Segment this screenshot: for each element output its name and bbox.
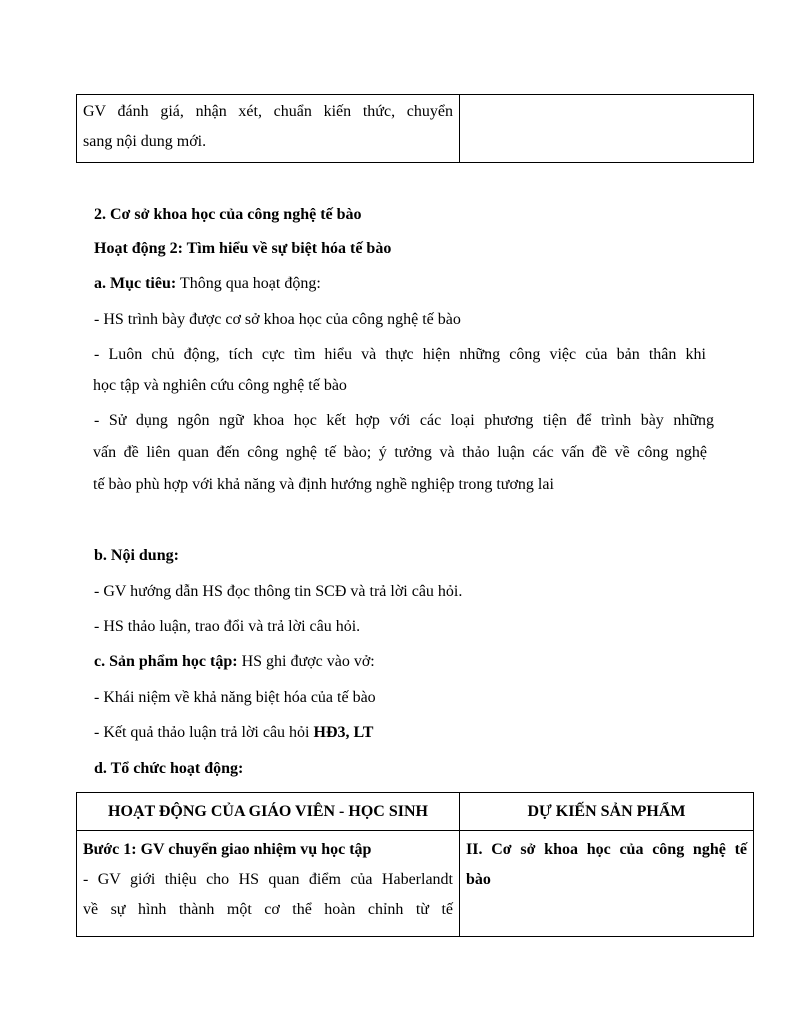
product-label: c. Sản phẩm học tập: — [94, 653, 238, 670]
content-label: b. Nội dung: — [94, 547, 179, 564]
activity-cell-right — [460, 831, 754, 937]
content-item: - GV hướng dẫn HS đọc thông tin SCĐ và trả lời câu hỏi. — [94, 583, 463, 600]
product-line — [94, 651, 375, 673]
objective-item: - HS trình bày được cơ sở khoa học của công nghệ tế bào — [94, 311, 461, 328]
table1-line-1: GV đánh giá, nhận xét, chuẩn kiến thức, chuyển — [83, 103, 453, 120]
objective-item: học tập và nghiên cứu công nghệ tế bào — [93, 377, 347, 394]
step-1-line: về sự hình thành một cơ thể hoàn chỉnh từ tế — [83, 901, 453, 918]
content-item: - HS thảo luận, trao đổi và trả lời câu hỏi. — [94, 618, 361, 635]
header-teacher-student: HOẠT ĐỘNG CỦA GIÁO VIÊN - HỌC SINH — [77, 793, 460, 831]
objective-text: Thông qua hoạt động: — [176, 275, 321, 292]
objective-item: - Sử dụng ngôn ngữ khoa học kết hợp với các loại phương tiện để trình bày những — [94, 412, 714, 429]
header-expected-product: DỰ KIẾN SẢN PHẨM — [460, 793, 754, 831]
activity-table — [76, 792, 754, 937]
step-1-title: Bước 1: GV chuyển giao nhiệm vụ học tập — [83, 841, 372, 858]
product-item-bold: HĐ3, LT — [313, 724, 374, 741]
product-text: HS ghi được vào vở: — [237, 653, 375, 670]
table1-left-cell — [77, 95, 460, 163]
table1-right-cell — [460, 95, 754, 163]
section-heading: 2. Cơ sở khoa học của công nghệ tế bào — [94, 206, 362, 223]
activity-cell-left — [77, 831, 460, 937]
objective-line — [94, 273, 321, 295]
continued-table — [76, 94, 754, 163]
product-item-last: - Kết quả thảo luận trả lời câu hỏi HĐ3, LT — [94, 724, 374, 741]
organization-label: d. Tổ chức hoạt động: — [94, 760, 244, 777]
product-heading-line: II. Cơ sở khoa học của công nghệ tế — [466, 841, 747, 858]
table1-line-2: sang nội dung mới. — [83, 133, 207, 150]
objective-item: - Luôn chủ động, tích cực tìm hiểu và thực hiện những công việc của bản thân khi — [94, 346, 706, 363]
product-item: - Khái niệm về khả năng biệt hóa của tế bào — [94, 689, 376, 706]
objective-item: tế bào phù hợp với khả năng và định hướng nghề nghiệp trong tương lai — [93, 476, 554, 493]
objective-label: a. Mục tiêu: — [94, 275, 177, 292]
objective-item: vấn đề liên quan đến công nghệ tế bào; ý tưởng và thảo luận các vấn đề về công nghệ — [93, 444, 707, 461]
product-heading-line: bào — [466, 871, 491, 888]
step-1-line: - GV giới thiệu cho HS quan điểm của Haberlandt — [83, 871, 453, 888]
activity-heading: Hoạt động 2: Tìm hiểu về sự biệt hóa tế bào — [94, 240, 392, 257]
